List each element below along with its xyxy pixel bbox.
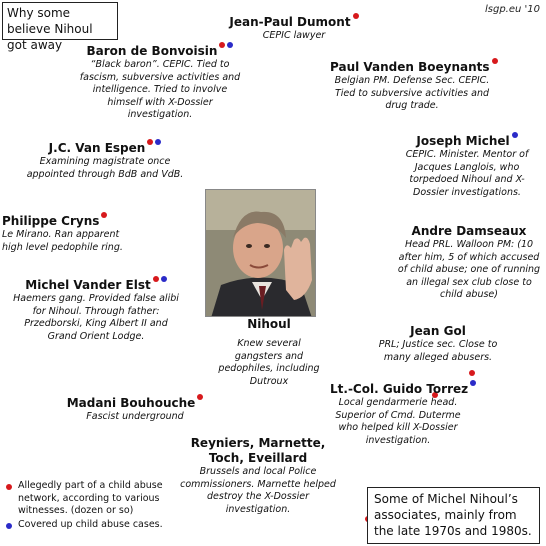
- person-name: Reyniers, Marnette, Toch, Eveillard: [190, 436, 326, 465]
- person-jean-gol: [370, 324, 506, 383]
- person-desc: Brussels and local Police commissioners. Marnette helped destroy the X-Dossier investigation.: [180, 466, 336, 515]
- nihoul-photo: [205, 189, 316, 317]
- person-jc-van-espen: [20, 141, 190, 181]
- person-desc: CEPIC. Minister. Mentor of Jacques Langlois, who torpedoed Nihoul and X-Dossier investigations.: [405, 149, 529, 198]
- person-reyniers-marnette-toch-eveillard: [176, 436, 340, 535]
- person-desc: Head PRL. Walloon PM: (10 after him, 5 of which accused of child abuse; one of running an illegal sex club close to child abuse): [397, 239, 541, 300]
- person-name: Jean Gol: [410, 324, 466, 338]
- blue-dot-icon: [470, 380, 476, 386]
- person-name: Madani Bouhouche: [66, 396, 196, 410]
- portrait-illustration: [206, 190, 316, 317]
- center-desc: Knew several gangsters and pedophiles, including Dutroux: [218, 338, 320, 387]
- red-dot-icon: [492, 58, 498, 64]
- person-desc: CEPIC lawyer: [262, 30, 326, 41]
- person-desc: Le Mirano. Ran apparent high level pedophile ring.: [2, 229, 123, 253]
- person-desc: Belgian PM. Defense Sec. CEPIC. Tied to subversive activities and drug trade.: [334, 75, 490, 111]
- center-person-nihoul: [214, 317, 324, 388]
- person-desc: Fascist underground: [86, 411, 184, 422]
- legend-text: Allegedly part of a child abuse network, according to various witnesses. (dozen or so): [18, 480, 163, 516]
- red-dot-icon: [6, 484, 12, 490]
- legend-item-red: [6, 480, 166, 518]
- legend-text: Covered up child abuse cases.: [18, 518, 163, 530]
- person-madani-bouhouche: [60, 396, 210, 424]
- person-philippe-cryns: [2, 214, 130, 254]
- credit-label: lsgp.eu '10: [484, 4, 540, 15]
- person-desc: PRL; Justice sec. Close to many alleged abusers.: [378, 339, 498, 363]
- blue-dot-icon: [6, 523, 12, 529]
- person-paul-vanden-boeynants: [330, 60, 494, 113]
- center-name: Nihoul: [247, 317, 291, 331]
- person-jean-paul-dumont: [214, 15, 374, 43]
- diagram-title: Why some believe Nihoul got away: [2, 2, 118, 40]
- person-name: Michel Vander Elst: [25, 278, 151, 292]
- blue-dot-icon: [227, 42, 233, 48]
- legend: [6, 480, 166, 532]
- red-dot-icon: [147, 139, 153, 145]
- person-guido-torrez: [330, 382, 469, 447]
- person-desc: Haemers gang. Provided false alibi for Nihoul. Through father: Przedborski, King Albert II and Grand Orient Lodge.: [13, 293, 179, 342]
- red-dot-icon: [197, 394, 203, 400]
- red-dot-icon: [101, 212, 107, 218]
- person-name: Lt.-Col. Guido Torrez: [330, 382, 469, 396]
- person-andre-damseaux: [396, 224, 542, 321]
- person-name: Baron de Bonvoisin: [86, 44, 218, 58]
- red-dot-icon: [153, 276, 159, 282]
- person-name: Paul Vanden Boeynants: [330, 60, 490, 74]
- person-name: Philippe Cryns: [2, 214, 100, 228]
- person-desc: “Black baron”. CEPIC. Tied to fascism, subversive activities and intelligence. Tried to involve himself with X-Dossier investigation.: [79, 59, 241, 120]
- summary-box: Some of Michel Nihoul’s associates, mainly from the late 1970s and 1980s.: [367, 487, 540, 544]
- red-dot-icon: [219, 42, 225, 48]
- person-name: Andre Damseaux: [411, 224, 527, 238]
- person-desc: Local gendarmerie head. Superior of Cmd. Duterme who helped kill X-Dossier investigation.: [335, 397, 461, 446]
- blue-dot-icon: [161, 276, 167, 282]
- blue-dot-icon: [512, 132, 518, 138]
- person-baron-de-bonvoisin: [76, 44, 244, 122]
- person-name: Jean-Paul Dumont: [229, 15, 351, 29]
- person-name: J.C. Van Espen: [48, 141, 146, 155]
- person-name: Joseph Michel: [416, 134, 510, 148]
- person-michel-vander-elst: [12, 278, 180, 343]
- blue-dot-icon: [155, 139, 161, 145]
- red-dot-icon: [353, 13, 359, 19]
- person-desc: Examining magistrate once appointed through BdB and VdB.: [26, 156, 184, 180]
- person-joseph-michel: [392, 134, 542, 199]
- legend-item-blue: [6, 519, 166, 532]
